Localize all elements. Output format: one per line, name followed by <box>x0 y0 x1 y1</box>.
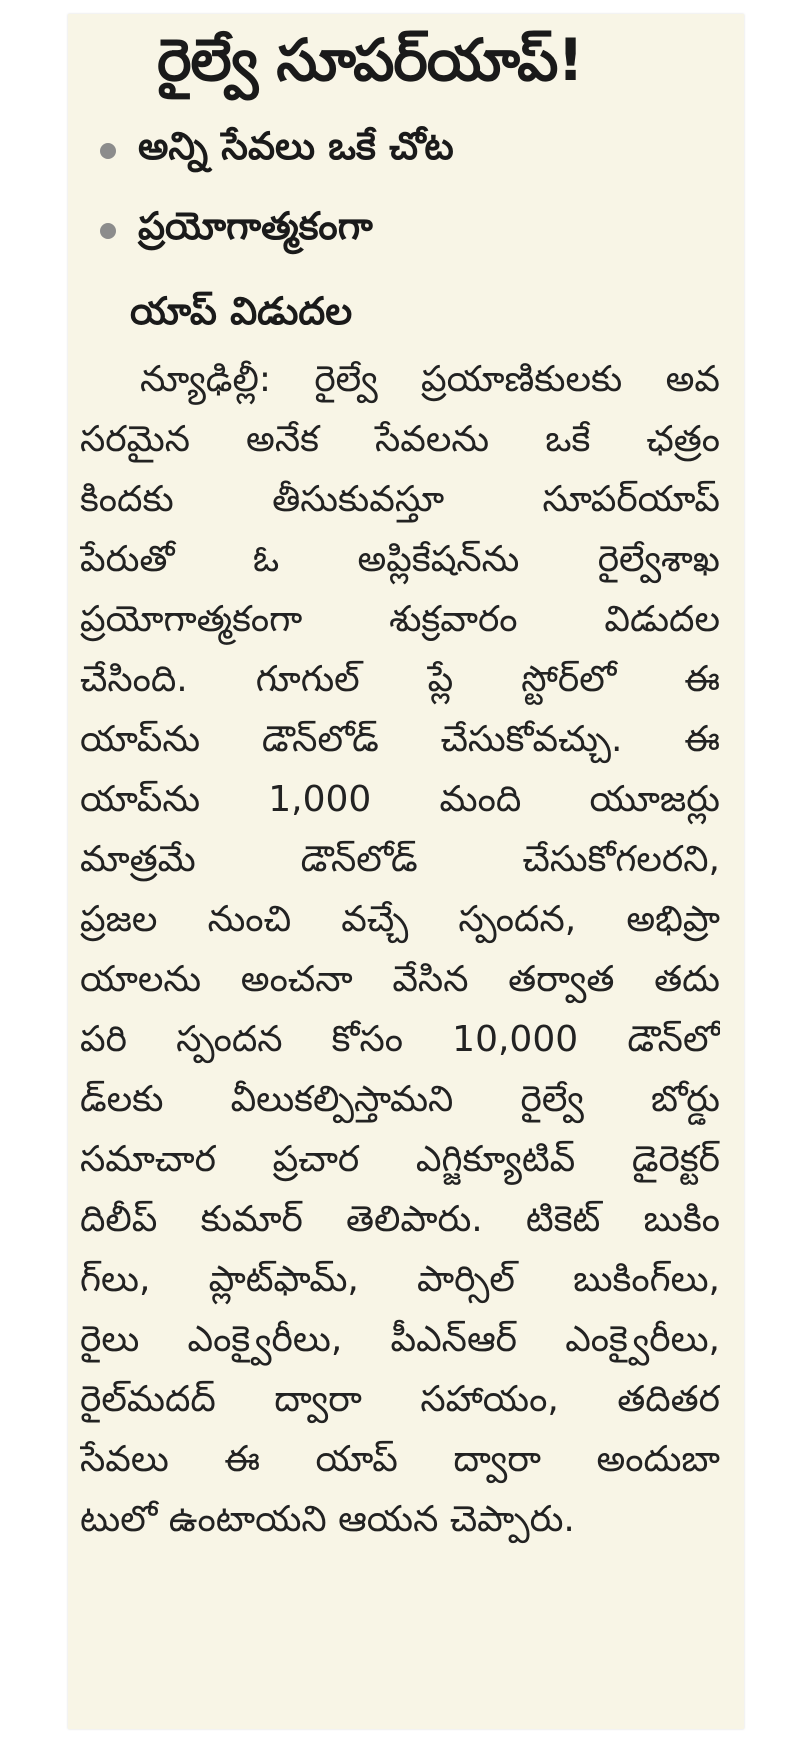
body-line: యాలను అంచనా వేసిన తర్వాత తదు <box>80 959 720 1000</box>
bullet-icon <box>100 143 116 159</box>
body-line: సమాచార ప్రచార ఎగ్జిక్యూటివ్‌ డైరెక్టర్‌ <box>80 1139 720 1180</box>
headline: రైల్వే సూపర్‌యాప్‌! <box>157 26 583 94</box>
body-line: చేసింది. గూగుల్‌ ప్లే స్టోర్‌లో ఈ <box>80 659 720 700</box>
body-line: సరమైన అనేక సేవలను ఒకే ఛత్రం <box>80 419 720 460</box>
body-line: డ్‌లకు వీలుకల్పిస్తామని రైల్వే బోర్డు <box>80 1079 720 1120</box>
body-line: ప్రయోగాత్మకంగా శుక్రవారం విడుదల <box>80 599 720 640</box>
body-line: గ్‌లు, ప్లాట్‌ఫామ్‌, పార్సిల్‌ బుకింగ్‌లు, <box>80 1259 720 1300</box>
body-line: యాప్‌ను డౌన్‌లోడ్‌ చేసుకోవచ్చు. ఈ <box>80 719 720 760</box>
article-body <box>80 350 720 1550</box>
bullet-icon <box>100 223 116 239</box>
body-line: ప్రజల నుంచి వచ్చే స్పందన, అభిప్రా <box>80 899 720 940</box>
body-line: రైల్‌మదద్‌ ద్వారా సహాయం, తదితర <box>80 1379 720 1420</box>
bullet-text: అన్ని సేవలు ఒకే చోట <box>138 124 454 168</box>
body-line: దిలీప్‌ కుమార్‌ తెలిపారు. టికెట్‌ బుకిం <box>80 1199 720 1240</box>
body-line: యాప్‌ను 1,000 మంది యూజర్లు <box>80 779 720 820</box>
bullet-text: ప్రయోగాత్మకంగా <box>138 204 373 248</box>
body-line: రైలు ఎంక్వైరీలు, పీఎన్‌ఆర్‌ ఎంక్వైరీలు, <box>80 1319 720 1360</box>
body-line: పేరుతో ఓ అప్లికేషన్‌ను రైల్వేశాఖ <box>80 539 720 580</box>
body-line: సేవలు ఈ యాప్‌ ద్వారా అందుబా <box>80 1439 720 1480</box>
body-line: టులో ఉంటాయని ఆయన చెప్పారు. <box>80 1499 575 1540</box>
bullet-continuation: యాప్‌ విడుదల <box>130 289 353 333</box>
bullet-item <box>100 123 454 179</box>
body-line: కిందకు తీసుకువస్తూ సూపర్‌యాప్‌ <box>80 479 720 520</box>
body-line: న్యూఢిల్లీ: రైల్వే ప్రయాణికులకు అవ <box>140 359 720 400</box>
body-line: పరి స్పందన కోసం 10,000 డౌన్‌లో <box>80 1019 720 1060</box>
bullet-item <box>100 203 373 259</box>
body-line: మాత్రమే డౌన్‌లోడ్‌ చేసుకోగలరని, <box>80 839 720 880</box>
